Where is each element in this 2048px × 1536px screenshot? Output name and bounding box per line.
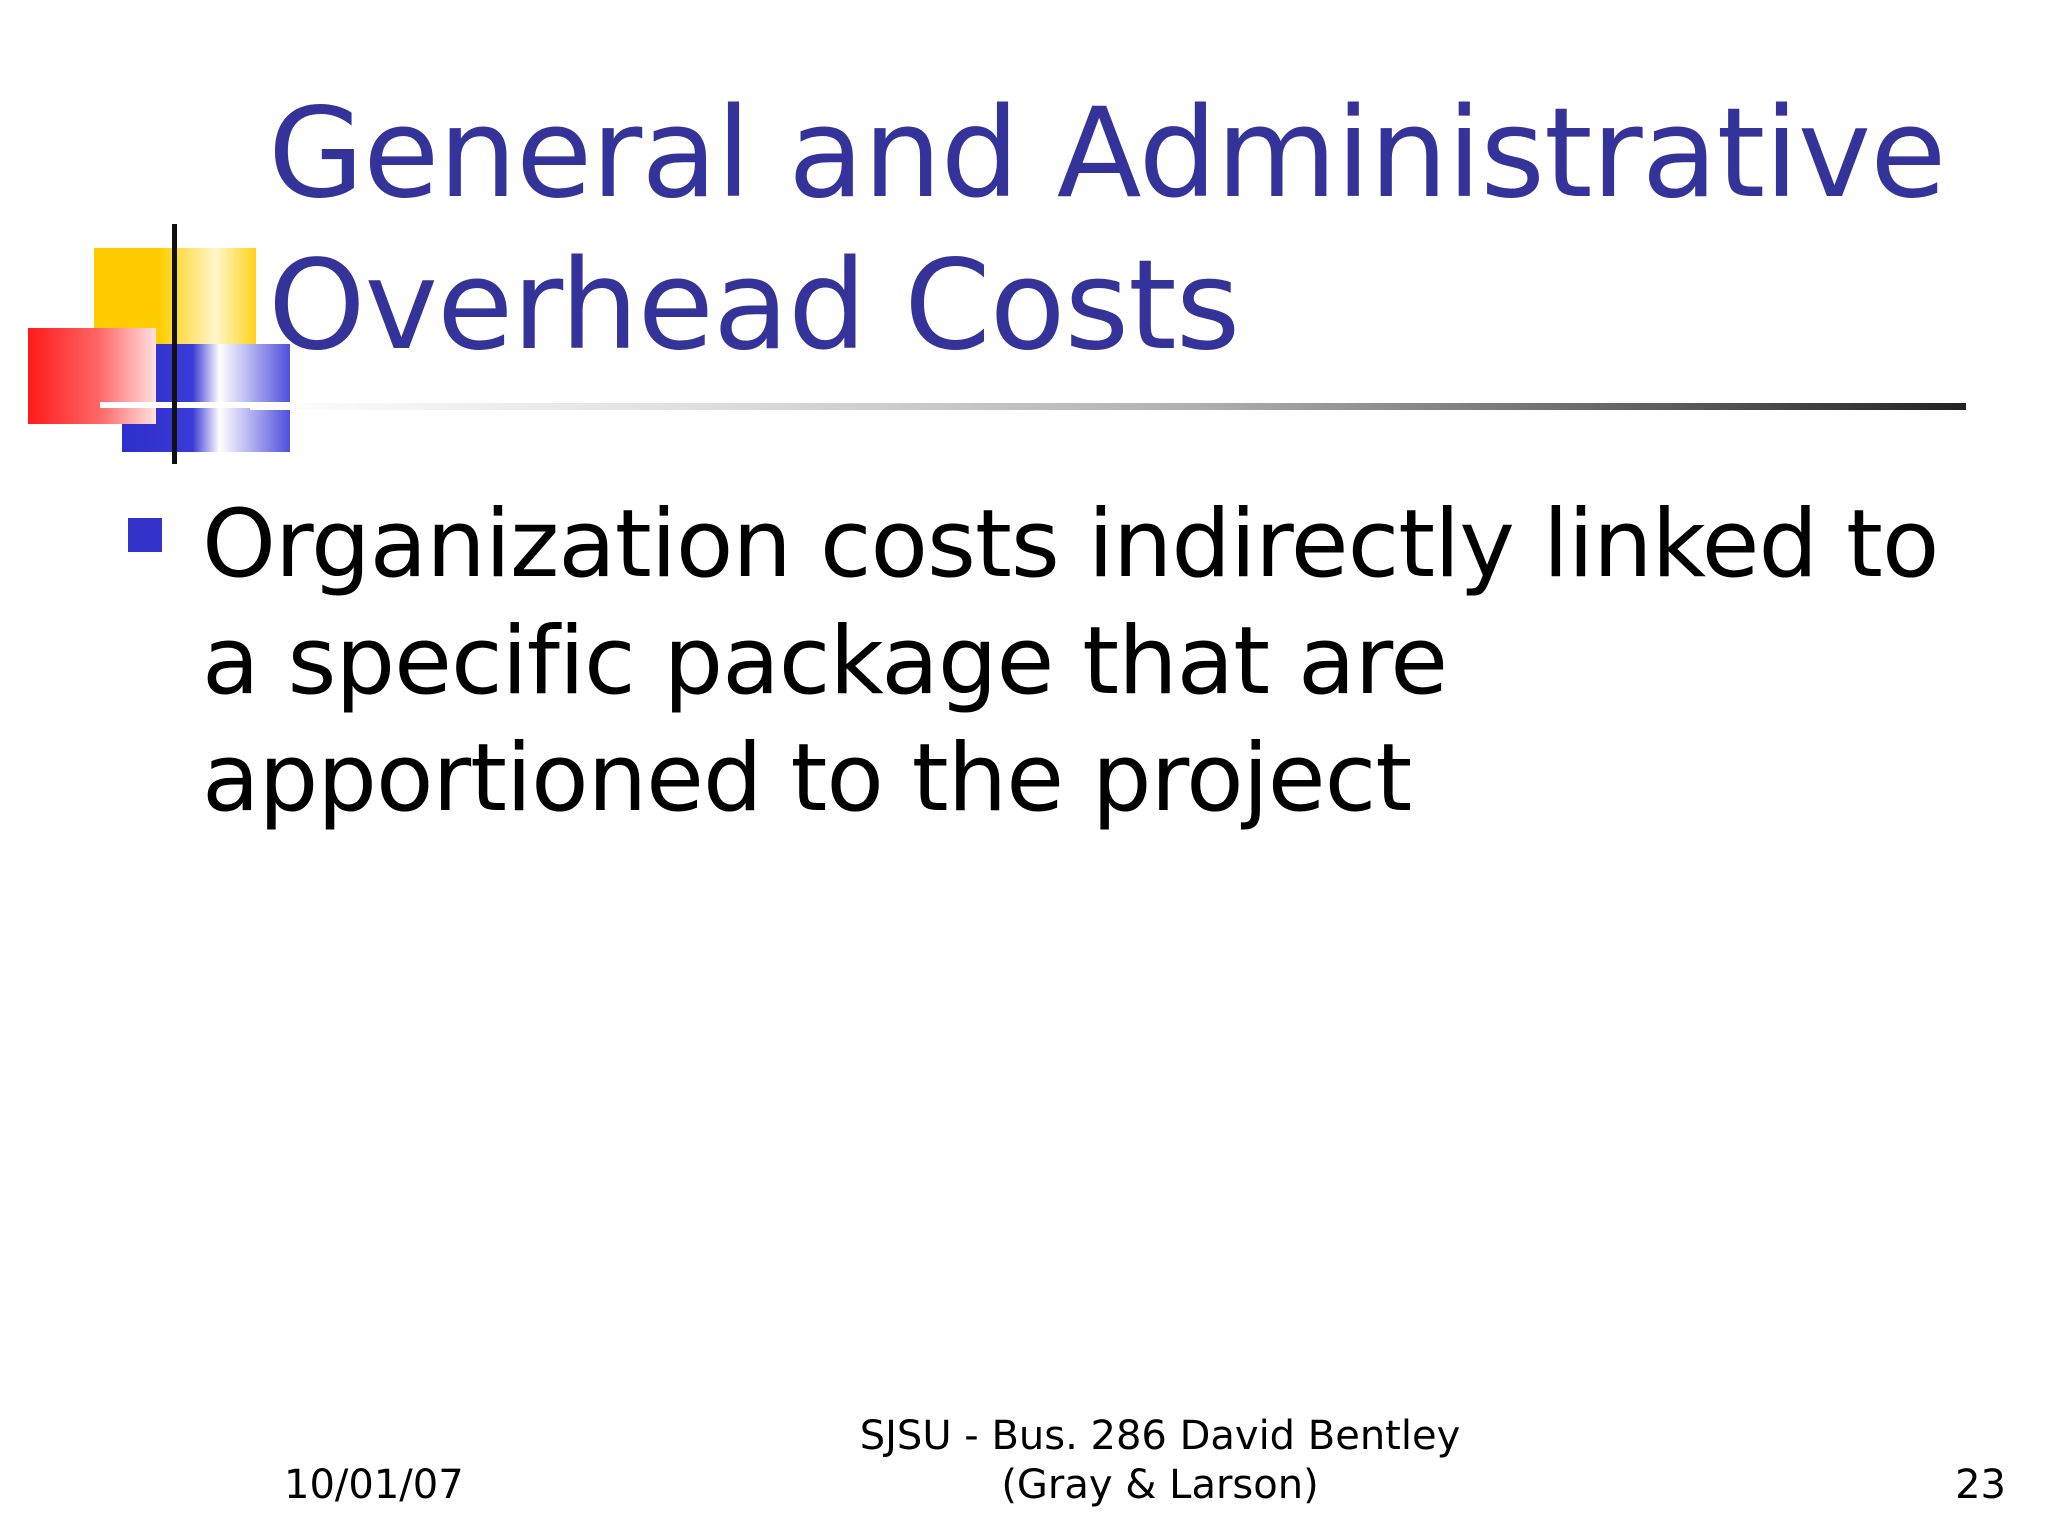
footer-date: 10/01/07: [284, 1462, 464, 1508]
slide-title: General and Administrative Overhead Costs: [268, 82, 1946, 378]
footer-course-line: SJSU - Bus. 286 David Bentley: [859, 1413, 1461, 1459]
bullet-item: [128, 486, 1948, 837]
title-divider-rule: [250, 403, 1966, 410]
footer-authors-line: (Gray & Larson): [1001, 1462, 1319, 1508]
decor-vertical-line: [172, 224, 177, 464]
decor-red-square: [28, 328, 156, 424]
bullet-list: [128, 486, 1948, 837]
square-bullet-icon: [128, 518, 162, 552]
page-number: 23: [1955, 1462, 2006, 1508]
footer-course-info: [760, 1412, 1560, 1510]
bullet-text: Organization costs indirectly linked to a specific package that are apportioned to the project: [202, 490, 1939, 833]
